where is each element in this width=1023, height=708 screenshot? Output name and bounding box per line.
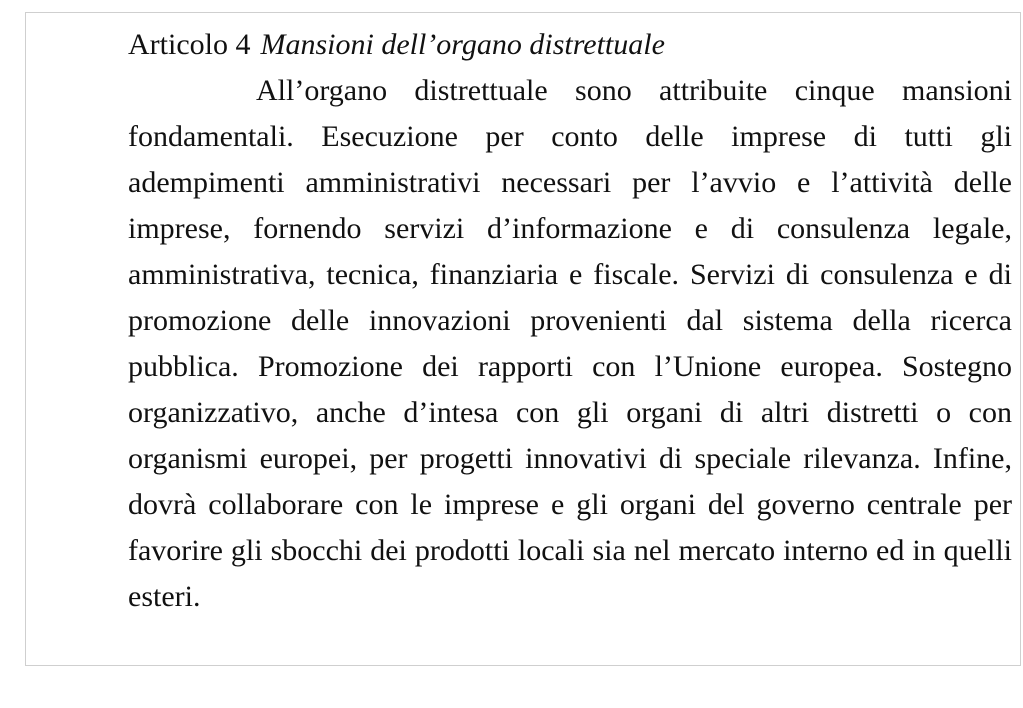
article-section <box>128 22 1012 620</box>
article-title: Mansioni dell’organo distrettuale <box>260 28 665 61</box>
article-heading <box>128 22 1012 68</box>
article-body: All’organo distrettuale sono attribuite cinque mansioni fondamentali. Esecuzione per conto delle imprese di tutti gli adempimenti amministrativi necessari per l’avvio e l’attività delle imprese, fornendo servizi d’informazione e di consulenza legale, amministrativa, tecnica, finanziaria e fiscale. Servizi di consulenza e di promozione delle innovazioni provenienti dal sistema della ricerca pubblica. Promozione dei rapporti con l’Unione europea. Sostegno organizzativo, anche d’intesa con gli organi di altri distretti o con organismi europei, per progetti innovativi di speciale rilevanza. Infine, dovrà collaborare con le imprese e gli organi del governo centrale per favorire gli sbocchi dei prodotti locali sia nel mercato interno ed in quelli esteri. <box>128 74 1012 613</box>
article-number: Articolo 4 <box>128 28 251 61</box>
